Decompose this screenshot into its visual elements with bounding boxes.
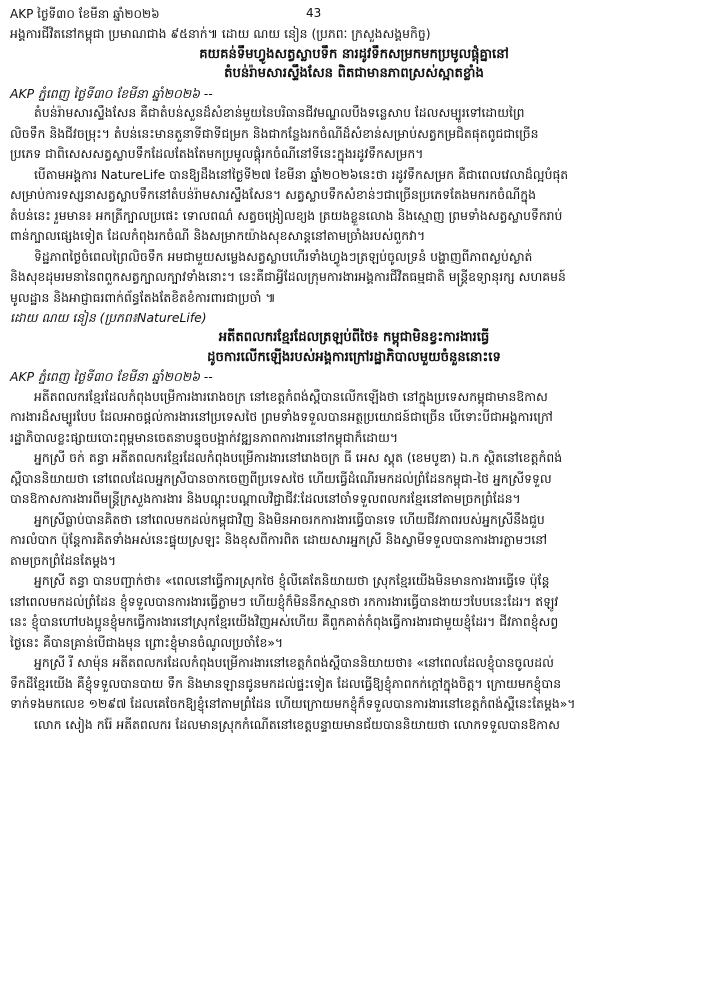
paragraph-line: នេះ ខ្ញុំបានហៅបងប្អូនខ្ញុំមកធ្វើការងារនៅស្រុកខ្មែរយើងវិញអស់ហើយ គឺពួកគាត់កំពុងធ្វើការងារជាមួយខ្ញុំដែរ។ ជីវភាពខ្ញុំសព្វ bbox=[10, 614, 559, 629]
paragraph-line: មូលដ្ឋាន និងអាជ្ញាធរពាក់ព័ន្ធតែងតែខិតខំការពារជាប្រចាំ ៕ bbox=[10, 289, 276, 305]
intro-line: អង្គការជីវិតនៅកម្ពុជា ប្រមាណជាង ៩៥នាក់៕ ដោយ ណយ នៀន (ប្រភពៈ ក្រសួងសង្គមកិច្ច) bbox=[10, 26, 431, 41]
page-header bbox=[10, 2, 700, 22]
paragraph-line: ប្រភេទ ជាពិសេសសត្វស្លាបទឹកដែលតែងតែមកប្រមូលផ្តុំរកចំណីនៅទីនេះក្នុងរដូវទឹកសម្រក។ bbox=[10, 146, 424, 161]
paragraph-line: ទឹកដីខ្មែរយើង គឺខ្ញុំទទួលបានបាយ ទឹក និងមានឡានជូនមកដល់ផ្ទះទៀត ដែលធ្វើឱ្យខ្ញុំភាពកក់ក្តៅក្នុងចិត្ត។ ក្រោយមកខ្ញុំបាន bbox=[10, 675, 562, 691]
article-2-dateline: AKP ភ្នំពេញ ថ្ងៃទី៣០ ខែមីនា ឆ្នាំ២០២៦ -- bbox=[10, 369, 213, 384]
page-number: 43 bbox=[306, 6, 322, 20]
article-2-paragraph-4 bbox=[10, 571, 698, 653]
article-1-title-line-1: គយគន់ទឹមហ្វូងសត្វស្លាបទឹក នារដូវទឹកសម្រកមកប្រមូលផ្តុំគ្នានៅ bbox=[199, 46, 509, 62]
paragraph-line: អ្នកស្រីធ្លាប់បានគិតថា នៅពេលមកដល់កម្ពុជាវិញ និងមិនអាចរកការងារធ្វើបានទេ ហើយជីវភាពរបស់អ្នកស្រីនឹងជួប bbox=[34, 511, 545, 527]
paragraph-line: ពាន់ក្បាលផ្សេងទៀត ដែលកំពុងរកចំណី និងសម្រាកយ៉ាងសុខសាន្តនៅតាមច្រាំងរបស់ពួកវា។ bbox=[10, 228, 426, 243]
article-2-title-line-2: ដូចការលើកឡើងរបស់អង្គការក្រៅរដ្ឋាភិបាលមួយចំនួននោះទេ bbox=[207, 349, 501, 365]
paragraph-line: បើតាមអង្គការ NatureLife បានឱ្យដឹងនៅថ្ងៃទី២៧ ខែមីនា ឆ្នាំ២០២៦នេះថា រដូវទឹកសម្រក គឺជាពេលវេលាដ៏ល្អបំផុត bbox=[34, 166, 569, 182]
article-1-author: ដោយ ណយ នៀន (ប្រភព៖NatureLife) bbox=[10, 310, 207, 325]
article-1-paragraph-2 bbox=[10, 165, 698, 247]
paragraph-line: តំបន់នេះ រួមមាន៖ អកត្រីក្បាលប្រផេះ ទោលពណ៌ សត្វចង្រៀលខ្យង ត្រយងខ្លួនលោង និងស្មោញ ព្រមទាំងសត្វស្លាបទឹករាប់ bbox=[10, 207, 563, 223]
paragraph-line: ទិដ្ឋភាពថ្ងៃចំពេលព្រៃលិចទឹក អមជាមួយសម្លេងសត្វស្លាបហើរទាំងហ្វូងៗត្រឡប់ចូលទ្រនំ បង្ហាញពីភាពស្ងប់ស្ងាត់ bbox=[34, 248, 533, 264]
article-1-dateline: AKP ភ្នំពេញ ថ្ងៃទី៣០ ខែមីនា ឆ្នាំ២០២៦ -- bbox=[10, 85, 213, 101]
paragraph-line: ស្ពឺបាននិយាយថា នៅពេលដែលអ្នកស្រីបានចាកចេញពីប្រទេសថៃ ហើយធ្វើដំណើរមកដល់ព្រំដែនកម្ពុជា-ថៃ អ្នកស្រីទទួល bbox=[10, 470, 552, 486]
article-2-paragraph-6 bbox=[10, 715, 698, 736]
paragraph-line: សម្រាប់ការទស្សនាសត្វស្លាបទឹកនៅតំបន់រ៉ាមសារស្ទឹងសែន។ សត្វស្លាបទឹកសំខាន់ៗជាច្រើនប្រភេទតែងមករកចំណីក្នុង bbox=[10, 187, 537, 202]
paragraph-line: និងសុខដុមរមនានៃពពួកសត្វក្បាលក្បាវទាំងនោះ។ នេះគឺជាអ្វីដែលក្រុមការងារអង្គការជីវិតធម្មជាតិ មន្ត្រីឧទ្យានុរក្ស សហគមន៍ bbox=[10, 269, 566, 284]
article-1-paragraph-3 bbox=[10, 247, 698, 309]
article-2 bbox=[10, 328, 698, 735]
page-content bbox=[10, 24, 698, 735]
paragraph-line: តាមច្រកព្រំដែនតែម្តង។ bbox=[10, 552, 116, 568]
paragraph-line: ការងារដ៏សម្បូរបែប ដែលអាចផ្តល់ការងារនៅប្រទេសថៃ ព្រមទាំងទទួលបានអត្ថប្រយោជន៍ជាច្រើន បើទោះបីជាអង្គការក្រៅ bbox=[10, 409, 553, 424]
paragraph-line: អ្នកស្រី ចក់ តន្ធា អតីតពលករខ្មែរដែលកំពុងបម្រើការងារនៅរោងចក្រ ធី អេស ស្គុត (ខេមបូឌា) ឯ.ក ស្ថិតនៅខេត្តកំពង់ bbox=[34, 450, 563, 465]
article-2-paragraph-5 bbox=[10, 653, 698, 715]
paragraph-line: នៅពេលមកដល់ព្រំដែន ខ្ញុំទទួលបានការងារធ្វើភ្លាមៗ ហើយខ្ញុំក៏មិននឹកស្មានថា រកការងារធ្វើបានងាយៗបែបនេះដែរ។ ឥឡូវ bbox=[10, 593, 559, 609]
paragraph-line: ទាក់ទងមកលេខ ១២៩៧ ដែលគេចែកឱ្យខ្ញុំនៅតាមព្រំដែន ហើយក្រោយមកខ្ញុំក៏ទទួលបានការងារនៅខេត្តកំពង់ស្ពឺនេះតែម្តង»។ bbox=[10, 696, 576, 711]
article-2-paragraph-3 bbox=[10, 510, 698, 572]
article-2-paragraph-1 bbox=[10, 387, 698, 449]
article-2-title-line-1: អតីតពលករខ្មែរដែលត្រឡប់ពីថៃ៖ កម្ពុជាមិនខ្វះការងារធ្វើ bbox=[218, 330, 490, 345]
article-1-title-line-2: តំបន់រ៉ាមសារស្ទឹងសែន ពិតជាមានភាពស្រស់ស្អាតខ្លាំង bbox=[224, 66, 484, 81]
article-1-paragraph-1 bbox=[10, 103, 698, 165]
paragraph-line: ថ្ងៃនេះ គឺបានគ្រាន់បើជាងមុន ព្រោះខ្ញុំមានចំណូលប្រចាំខែ»។ bbox=[10, 634, 284, 650]
paragraph-line: លិចទឹក និងជីវចម្រុះ។ តំបន់នេះមានតួនាទីជាទីជម្រក និងជាកន្លែងរកចំណីដ៏សំខាន់សម្រាប់សត្វកម្រជិតផុតពូជជាច្រើន bbox=[10, 125, 539, 141]
paragraph-line: រដ្ឋាភិបាលខ្លះផ្សាយបោះពុម្ពមានចេតនាបន្ទុចបង្អាក់វឌ្ឍនភាពការងារនៅកម្ពុជាក៏ដោយ។ bbox=[10, 429, 399, 445]
article-2-paragraph-2 bbox=[10, 448, 698, 510]
paragraph-line: អ្នកស្រី តន្ធា បានបញ្ជាក់ថា៖ «ពេលនៅធ្វើការស្រុកថៃ ខ្ញុំលឺគេតែនិយាយថា ស្រុកខ្មែរយើងមិនមានការងារធ្វើទេ ប៉ុន្តែ bbox=[34, 573, 550, 588]
paragraph-line: បានឱកាសការងារពីមន្ត្រីក្រសួងការងារ និងបណ្តុះបណ្តាលវិជ្ជាជីវៈដែលនៅចាំទទួលពលករខ្មែរនៅតាមច្រកព្រំដែន។ bbox=[10, 491, 521, 506]
header-source-date: AKP ថ្ងៃទី៣០ ខែមីនា ឆ្នាំ២០២៦ bbox=[10, 7, 160, 21]
paragraph-line: តំបន់រ៉ាមសារស្ទឹងសែន គឺជាតំបន់សួនដ៏សំខាន់មួយនៃបរិធានជីវមណ្ឌលបឹងទន្លេសាប ដែលសម្បូរទៅដោយព្រៃ bbox=[34, 105, 525, 120]
article-1 bbox=[10, 45, 698, 329]
paragraph-line: ការលំបាក ប៉ុន្តែការគិតទាំងអស់នេះផ្ទុយស្រឡះ និងខុសពីការពិត ដោយសារអ្នកស្រី និងស្វាមីទទួលបានការងារភ្លាមៗនៅ bbox=[10, 532, 548, 547]
paragraph-line: អតីតពលករខ្មែរដែលកំពុងបម្រើការងាររោងចក្រ នៅខេត្តកំពង់ស្ពឺបានលើកឡើងថា នៅក្នុងប្រទេសកម្ពុជាមានឱកាស bbox=[34, 388, 548, 404]
paragraph-line: អ្នកស្រី រី សាម៉ុន អតីតពលករដែលកំពុងបម្រើការងារនៅខេត្តកំពង់ស្ពឺបាននិយាយថា៖ «នៅពេលដែលខ្ញុំបានចូលដល់ bbox=[34, 655, 554, 670]
paragraph-line: លោក សៀង ករ៉ែ អតីតពលករ ដែលមានស្រុកកំណើតនៅខេត្តបន្ទាយមានជ័យបាននិយាយថា លោកទទួលបានឱកាស bbox=[34, 716, 560, 732]
